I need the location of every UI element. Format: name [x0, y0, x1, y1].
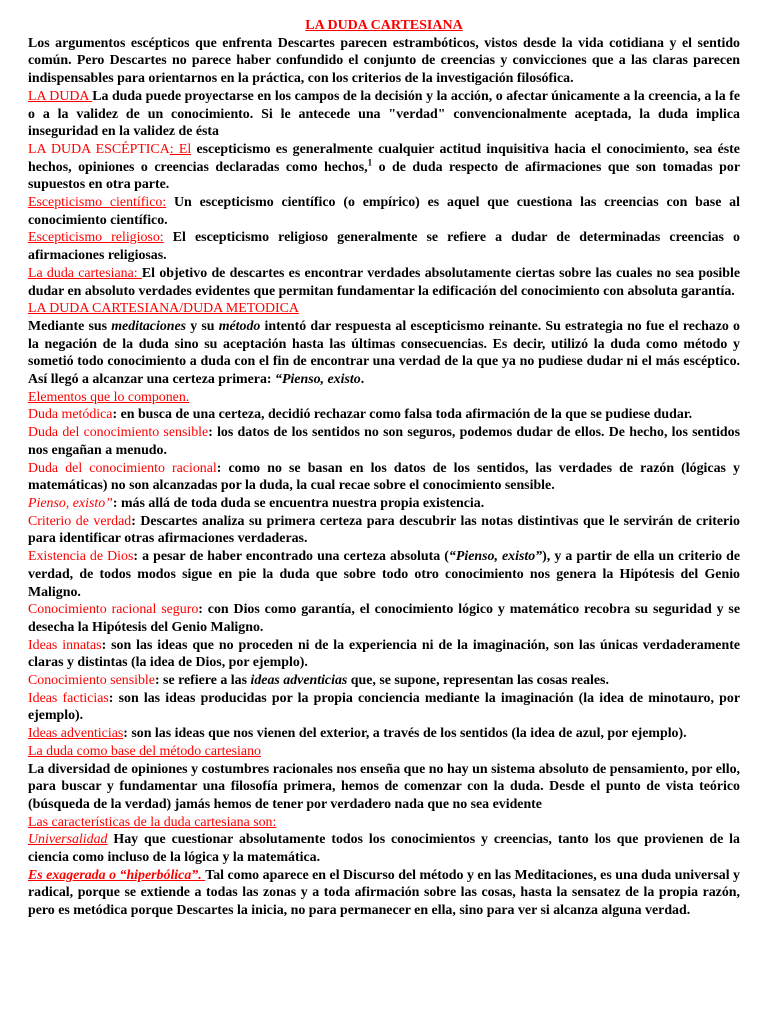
section-base-text	[28, 761, 740, 814]
item-text: : a pesar de haber encontrado una certeza absoluta (	[133, 549, 449, 565]
item-text: : en busca de una certeza, decidió rechazar como falsa toda afirmación de la que se pudiese dudar.	[112, 407, 693, 423]
item-universalidad	[28, 831, 740, 866]
item-heading: Conocimiento racional seguro	[28, 602, 199, 618]
item-heading: Pienso, existo”	[28, 495, 113, 511]
item-ideas-innatas	[28, 637, 740, 672]
item-heading: Ideas facticias	[28, 690, 109, 706]
item-text: : se refiere a las	[154, 673, 251, 689]
intro-paragraph	[28, 35, 740, 88]
section-escepticismo-cientifico	[28, 194, 740, 229]
section-heading: LA DUDA CARTESIANA/DUDA METODICA	[28, 301, 299, 317]
italic-run: “Pienso, existo”	[448, 549, 543, 565]
item-pienso-existo	[28, 495, 740, 513]
section-heading: La duda como base del método cartesiano	[28, 743, 261, 759]
item-text-continued: ), y a partir de ella un criterio de verdad, de todos modos sigue en pie la duda que sobre todo otro conocimiento nos genera la Hipótesis del Genio Maligno.	[28, 549, 741, 600]
item-text: : como no se basan en los datos de los sentidos, las verdades de razón (lógicas y matemáticas) no son alcanzadas por la duda, la cual recae sobre el conocimiento sensible.	[28, 460, 740, 494]
item-heading: Universalidad	[28, 832, 108, 848]
text-run: .	[360, 372, 365, 388]
item-text: : más allá de toda duda se encuentra nuestra propia existencia.	[112, 495, 485, 511]
item-heading: Duda del conocimiento sensible	[28, 425, 209, 441]
item-heading: Existencia de Dios	[28, 549, 134, 565]
italic-run: ideas adventicias	[250, 673, 348, 689]
section-heading: Las características de la duda cartesiana son:	[28, 814, 277, 830]
section-escepticismo-religioso	[28, 229, 740, 264]
item-hiperbolica	[28, 867, 740, 920]
item-text: Tal como aparece en el Discurso del método y en las Meditaciones, es una duda universal y radical, porque se extiende a todas las zonas y a toda afirmación sobre las cosas, hasta la sensatez de la propia razón, pero es metódica porque Descartes la inicia, no para permanecer en ella, sino para ver si alcanza alguna verdad.	[28, 867, 740, 919]
document-title: LA DUDA CARTESIANA	[305, 18, 463, 33]
section-base-heading	[28, 743, 740, 761]
section-heading: La duda cartesiana:	[28, 265, 142, 281]
section-duda-cartesiana	[28, 265, 740, 300]
item-text-continued: que, se supone, representan las cosas reales.	[347, 673, 609, 689]
italic-run: método	[218, 318, 261, 334]
item-text: : los datos de los sentidos no son seguros, podemos dudar de ellos. De hecho, los sentidos nos engañan a menudo.	[28, 425, 740, 458]
section-text-continued: o de duda respecto de afirmaciones que son tomadas por supuestos en otra parte.	[28, 159, 740, 193]
section-text: La duda puede proyectarse en los campos de la decisión y la acción, o afectar únicamente a la creencia, a la fe o a la validez de un conocimiento. Si le antecede una "verdad" convencionalmente aceptada, la duda implica inseguridad en la validez de ésta	[28, 88, 740, 140]
caracteristicas-heading	[28, 814, 740, 832]
section-text: El objetivo de descartes es encontrar verdades absolutamente ciertas sobre las cuales no sea posible dudar en absoluto verdades evidentes que permitan fundamentar la edificación del conocimiento con absoluta garantía.	[28, 265, 741, 299]
item-heading: Duda del conocimiento racional	[28, 460, 217, 476]
section-metodica-text	[28, 318, 740, 389]
intro-text: Los argumentos escépticos que enfrenta Descartes parecen estrambóticos, vistos desde la vida cotidiana y el sentido común. Pero Descartes no parece haber confundido el conjunto de creencias y convicciones que a las claras parecen indispensables para orientarnos en la práctica, con los criterios de la investigación filosófica.	[28, 35, 740, 87]
section-heading: Escepticismo religioso:	[28, 230, 164, 246]
item-criterio-verdad	[28, 513, 740, 548]
section-heading-colon: : El	[169, 141, 192, 157]
section-la-duda	[28, 88, 740, 141]
section-text: El escepticismo religioso generalmente se refiere a dudar de determinadas creencias o afirmaciones religiosas.	[28, 230, 740, 264]
item-text: : son las ideas que nos vienen del exterior, a través de los sentidos (la idea de azul, por ejemplo).	[123, 726, 687, 742]
italic-run: meditaciones	[111, 318, 187, 334]
item-heading: Ideas adventicias	[28, 726, 124, 742]
item-ideas-adventicias	[28, 725, 740, 743]
item-text: : son las ideas producidas por la propia conciencia mediante la imaginación (la idea de minotauro, por ejemplo).	[28, 690, 740, 724]
item-ideas-facticias	[28, 690, 740, 725]
section-heading: LA DUDA ESCÉPTICA	[28, 141, 170, 157]
item-heading: Conocimiento sensible	[28, 673, 155, 689]
text-run: intentó dar respuesta al escepticismo reinante. Su estrategia no fue el rechazo o la negación de la duda sino su aceptación hasta las últimas consecuencias. Es decir, utilizó la duda como método y sometió todo conocimiento a duda con el fin de encontrar una verdad de la que ya no pudiese dudar ni el más escéptico. Así llegó a alcanzar una certeza primera:	[28, 318, 740, 388]
section-text: Un escepticismo científico (o empírico) es aquel que cuestiona las creencias con base al conocimiento científico.	[28, 195, 740, 228]
italic-run: “Pienso, existo	[275, 372, 361, 388]
item-duda-metodica	[28, 406, 740, 424]
item-existencia-dios	[28, 548, 740, 601]
item-text: : Descartes analiza su primera certeza para descubrir las notas distintivas que le servirán de criterio para identificar otras afirmaciones verdaderas.	[28, 513, 740, 547]
section-text: La diversidad de opiniones y costumbres racionales nos enseña que no hay un sistema absoluto de pensamiento, por ello, para buscar y fundamentar una filosofía primera, hemos de comenzar con la duda. Desde el punto de vista teórico (búsqueda de la verdad) jamás hemos de tener por verdadero nada que no sea evidente	[28, 761, 740, 812]
section-heading: Elementos que lo componen.	[28, 389, 190, 405]
item-text: : son las ideas que no proceden ni de la experiencia ni de la imaginación, son las únicas verdaderamente claras y distintas (la idea de Dios, por ejemplo).	[28, 637, 740, 671]
item-text: : con Dios como garantía, el conocimiento lógico y matemático recobra su seguridad y se desecha la Hipótesis del Genio Maligno.	[28, 602, 740, 635]
item-conocimiento-sensible	[28, 672, 740, 690]
section-heading: LA DUDA	[28, 88, 93, 104]
item-duda-sensible	[28, 424, 740, 459]
section-heading-metodica	[28, 300, 740, 318]
elementos-heading	[28, 389, 740, 407]
item-heading: Ideas innatas	[28, 637, 102, 653]
item-heading: Criterio de verdad	[28, 513, 132, 529]
item-heading: Es exagerada o “hiperbólica”.	[28, 867, 206, 883]
section-heading: Escepticismo científico:	[28, 195, 167, 211]
item-duda-racional	[28, 460, 740, 495]
section-text: escepticismo es generalmente cualquier actitud inquisitiva hacia el conocimiento, sea éste hechos, opiniones o creencias declaradas como hechos,	[28, 141, 740, 175]
text-run: Mediante sus	[28, 318, 112, 334]
item-heading: Duda metódica	[28, 407, 113, 423]
item-text: Hay que cuestionar absolutamente todos los conocimientos y creencias, tanto los que provienen de la ciencia como incluso de la lógica y la matemática.	[28, 832, 740, 866]
item-conocimiento-racional	[28, 601, 740, 636]
section-duda-esceptica	[28, 141, 740, 194]
text-run: y su	[186, 318, 219, 334]
footnote-marker: 1	[367, 157, 373, 167]
